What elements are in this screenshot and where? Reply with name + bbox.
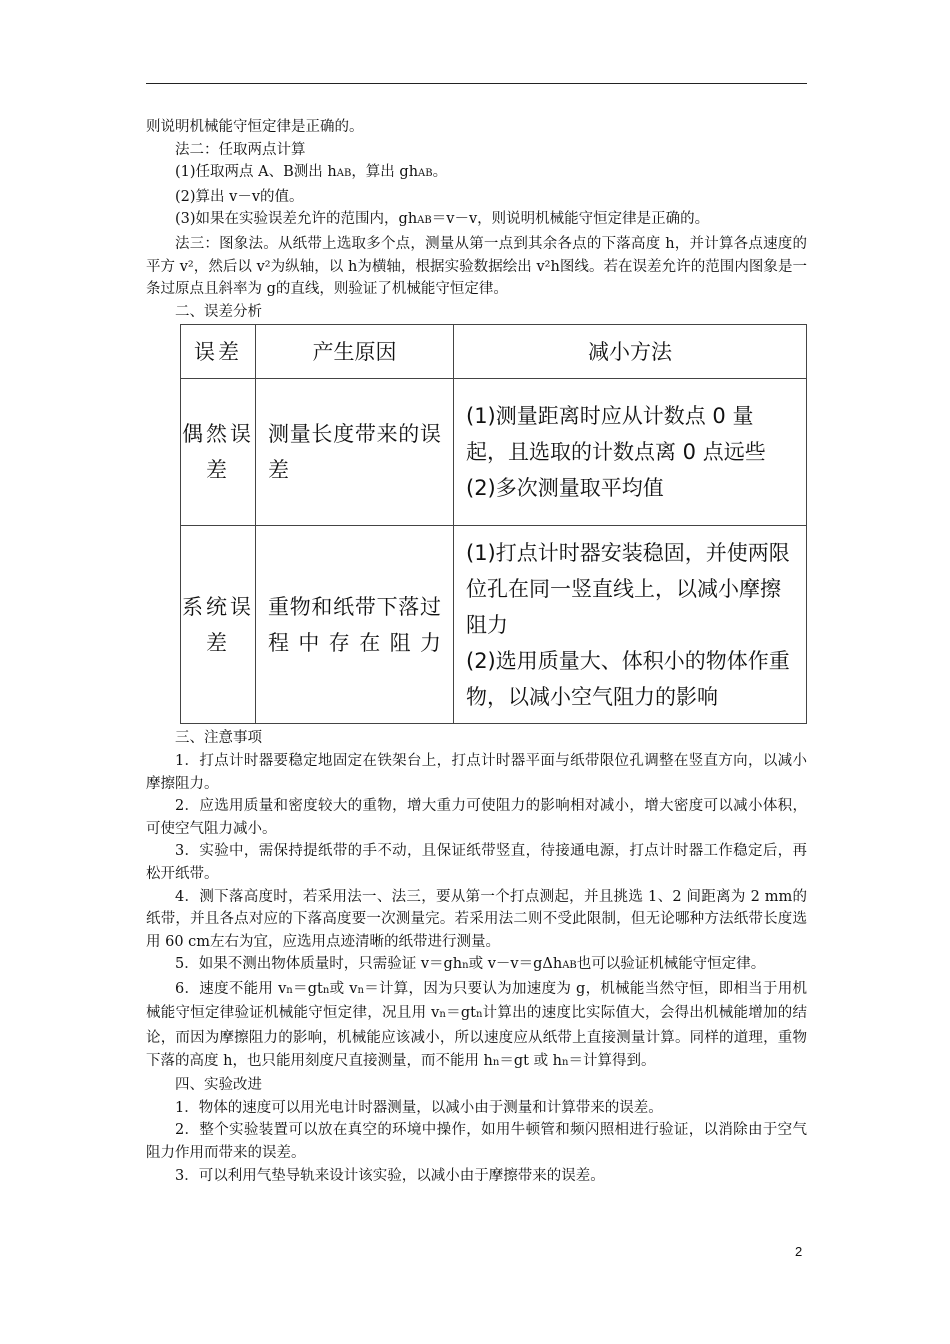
error-type-cell: 系统误差	[181, 526, 256, 724]
method-two-title: 法二：任取两点计算	[175, 141, 306, 158]
header-method: 减小方法	[454, 325, 807, 379]
method-item: (1)打点计时器安装稳固，并使两限位孔在同一竖直线上，以减小摩擦阻力	[466, 540, 790, 637]
error-analysis-table	[180, 324, 807, 724]
header-error: 误差	[181, 325, 256, 379]
error-method-cell	[454, 379, 807, 526]
page-content	[146, 116, 807, 1187]
note-item: 4．测下落高度时，若采用法一、法三，要从第一个打点测起，并且挑选 1、2 间距离为 2 mm的纸带，并且各点对应的下落高度要一次测量完。若采用法二则不受此限制，但无论哪种方法纸带长度选用 60 cm左右为宜，应选用点迹清晰的纸带进行测量。	[146, 888, 807, 950]
method-three-paragraph: 法三：图象法。从纸带上选取多个点，测量从第一点到其余各点的下落高度 h，并计算各点速度的平方 v²，然后以 v²为纵轴，以 h为横轴，根据实验数据绘出 v²h图线。若在误差允许的范围内图象是一条过原点且斜率为 g的直线，则验证了机械能守恒定律。	[146, 235, 807, 298]
note-item: 2．应选用质量和密度较大的重物，增大重力可使阻力的影响相对减小，增大密度可以减小体积，可使空气阻力减小。	[146, 798, 807, 837]
page-number: 2	[795, 1244, 803, 1259]
method-two-step-1: (1)任取两点 A、B测出 hAB，算出 ghAB。	[175, 164, 448, 181]
table-header-row	[181, 325, 807, 379]
table-row	[181, 379, 807, 526]
improvement-item: 2．整个实验装置可以放在真空的环境中操作，如用牛顿管和频闪照相进行验证，以消除由于空气阻力作用而带来的误差。	[146, 1122, 807, 1162]
method-two-step-2: (2)算出 v－v的值。	[175, 188, 304, 205]
header-cause: 产生原因	[256, 325, 454, 379]
section-error-analysis-heading: 二、误差分析	[175, 303, 262, 320]
section-improvement-heading: 四、实验改进	[175, 1077, 262, 1094]
section-notes-heading: 三、注意事项	[175, 730, 262, 747]
error-cause-cell: 重物和纸带下落过程中存在阻力	[256, 526, 454, 724]
method-item: (2)选用质量大、体积小的物体作重物，以减小空气阻力的影响	[466, 648, 790, 709]
error-type-cell: 偶然误差	[181, 379, 256, 526]
error-cause-cell: 测量长度带来的误差	[256, 379, 454, 526]
note-item: 1．打点计时器要稳定地固定在铁架台上，打点计时器平面与纸带限位孔调整在竖直方向，以减小摩擦阻力。	[146, 752, 807, 792]
error-method-cell	[454, 526, 807, 724]
header-rule	[146, 83, 807, 84]
improvement-item: 3．可以利用气垫导轨来设计该实验，以减小由于摩擦带来的误差。	[175, 1167, 605, 1184]
improvement-item: 1．物体的速度可以用光电计时器测量，以减小由于测量和计算带来的误差。	[175, 1099, 663, 1116]
note-item: 3．实验中，需保持提纸带的手不动，且保证纸带竖直，待接通电源，打点计时器工作稳定后，再松开纸带。	[146, 843, 807, 882]
method-item: (2)多次测量取平均值	[466, 476, 664, 501]
method-item: (1)测量距离时应从计数点 0 量起，且选取的计数点离 0 点远些	[466, 404, 766, 465]
note-item: 5．如果不测出物体质量时，只需验证 v＝ghn或 v－v＝gΔhAB也可以验证机械能守恒定律。	[175, 956, 766, 973]
method-two-step-3: (3)如果在实验误差允许的范围内，ghAB＝v－v，则说明机械能守恒定律是正确的。	[175, 211, 710, 228]
note-item: 6．速度不能用 vn＝gtn或 vn＝计算，因为只要认为加速度为 g，机械能当然守恒，即相当于用机械能守恒定律验证机械能守恒定律，况且用 vn＝gtn计算出的速度比实际值大，会得出机械能增加的结论，而因为摩擦阻力的影响，机械能应该减小，所以速度应从纸带上直接测量计算。同样的道理，重物下落的高度 h，也只能用刻度尺直接测量，而不能用 hn＝gt 或 hn＝计算得到。	[146, 980, 808, 1069]
table-row	[181, 526, 807, 724]
paragraph-continuation: 则说明机械能守恒定律是正确的。	[146, 119, 364, 135]
